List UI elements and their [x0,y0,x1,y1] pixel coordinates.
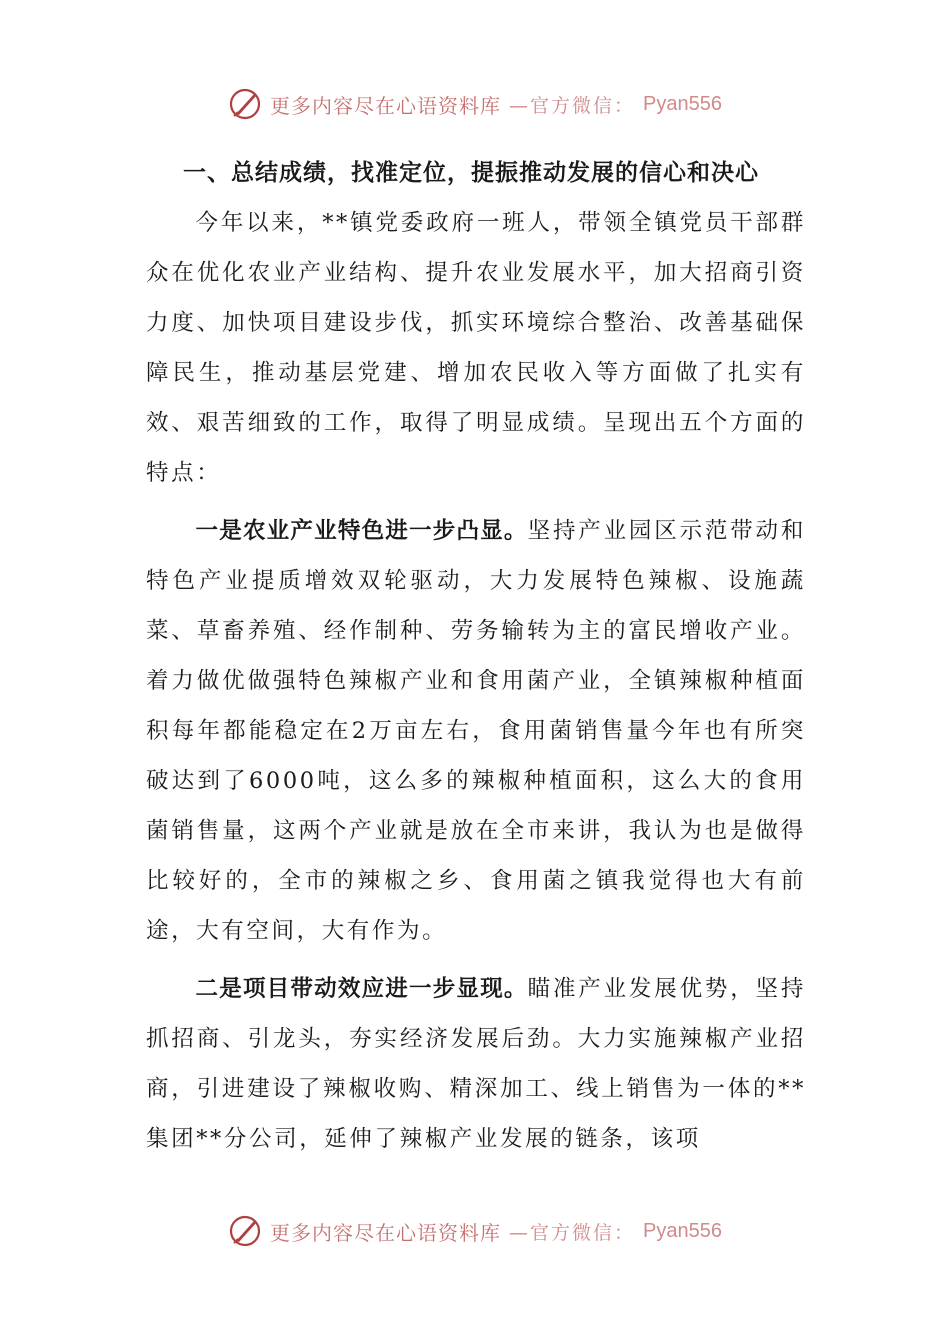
quill-logo-icon [228,1214,262,1248]
watermark-main-text: 更多内容尽在心语资料库 [270,93,501,118]
point-two-lead: 二是项目带动效应进一步显现。 [195,976,528,1002]
document-body [146,148,806,1172]
watermark-sub-text: —官方微信： [509,94,636,117]
point-one-body: 坚持产业园区示范带动和特色产业提质增效双轮驱动，大力发展特色辣椒、设施蔬菜、草畜养殖、经作制种、劳务输转为主的富民增收产业。着力做优做强特色辣椒产业和食用菌产业，全镇辣椒种植面积每年都能稳定在2万亩左右，食用菌销售量今年也有所突破达到了6000吨，这么多的辣椒种植面积，这么大的食用菌销售量，这两个产业就是放在全市来讲，我认为也是做得比较好的，全市的辣椒之乡、食用菌之镇我觉得也大有前途，大有空间，大有作为。 [146,518,806,944]
quill-logo-icon [228,87,262,121]
intro-paragraph: 今年以来，**镇党委政府一班人，带领全镇党员干部群众在优化农业产业结构、提升农业发展水平，加大招商引资力度、加快项目建设步伐，抓实环境综合整治、改善基础保障民生，推动基层党建、增加农民收入等方面做了扎实有效、艰苦细致的工作，取得了明显成绩。呈现出五个方面的特点： [146,210,806,486]
watermark-sub-text: —官方微信： [509,1221,636,1244]
watermark-id-text: Pyan556 [643,1219,722,1242]
watermark-main-text: 更多内容尽在心语资料库 [270,1220,501,1245]
point-two-paragraph [146,964,806,1164]
point-one-lead: 一是农业产业特色进一步凸显。 [195,518,528,544]
point-two-body: 瞄准产业发展优势，坚持抓招商、引龙头，夯实经济发展后劲。大力实施辣椒产业招商，引进建设了辣椒收购、精深加工、线上销售为一体的**集团**分公司，延伸了辣椒产业发展的链条，该项 [146,976,806,1152]
watermark-id-text: Pyan556 [643,92,722,115]
watermark-footer [0,1211,950,1251]
watermark-header [0,84,950,124]
section-heading: 一、总结成绩，找准定位，提振推动发展的信心和决心 [183,160,759,186]
point-one-paragraph [146,506,806,956]
